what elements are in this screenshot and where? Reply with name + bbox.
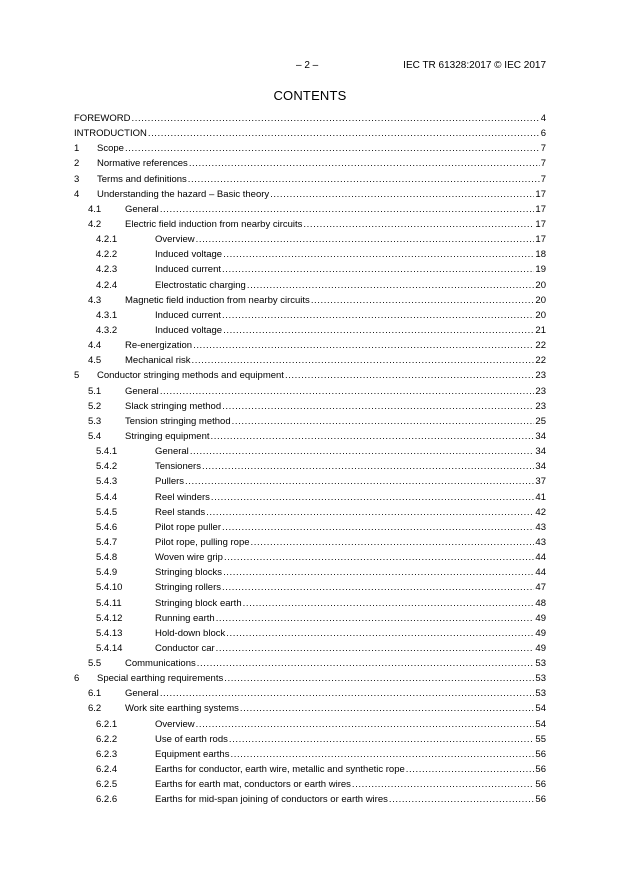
toc-entry-number: 5.1: [88, 385, 102, 397]
dot-leader: [223, 247, 534, 262]
toc-entry-page: 34: [535, 461, 546, 473]
dot-leader: [240, 701, 535, 716]
dot-leader: [222, 580, 534, 595]
toc-entry-page: 23: [535, 370, 546, 382]
toc-entry-page: 53: [535, 688, 546, 700]
toc-entry-page: 49: [535, 612, 546, 624]
toc-entry-number: 6.2.6: [96, 794, 118, 806]
toc-entry-number: 3: [74, 173, 80, 185]
toc-entry-number: 6.1: [88, 688, 102, 700]
toc-entry-page: 49: [535, 642, 546, 654]
toc-entry[interactable]: [74, 323, 546, 338]
toc-entry-label: Special earthing requirements: [97, 673, 224, 685]
toc-entry-number: 5.2: [88, 400, 102, 412]
dot-leader: [223, 323, 534, 338]
toc-entry-number: 1: [74, 143, 80, 155]
toc-entry-page: 4: [540, 113, 546, 124]
toc-entry[interactable]: [74, 308, 546, 323]
toc-entry-page: 17: [535, 218, 546, 230]
toc-entry-label: Earths for conductor, earth wire, metallic and synthetic rope: [155, 764, 405, 776]
toc-entry[interactable]: [74, 596, 546, 611]
toc-entry-label: Electrostatic charging: [155, 279, 246, 291]
toc-entry[interactable]: [74, 641, 546, 656]
dot-leader: [222, 308, 534, 323]
toc-entry-number: 5.4.11: [96, 597, 122, 609]
toc-entry-page: 49: [535, 627, 546, 639]
toc-entry-number: 4.2: [88, 218, 102, 230]
dot-leader: [202, 459, 534, 474]
toc-entry-number: 5.4.2: [96, 461, 118, 473]
dot-leader: [193, 338, 534, 353]
dot-leader: [251, 535, 535, 550]
dot-leader: [211, 429, 535, 444]
dot-leader: [303, 217, 534, 232]
toc-entry-page: 56: [535, 779, 546, 791]
toc-entry-label: Work site earthing systems: [125, 703, 239, 715]
toc-entry-page: 34: [535, 430, 546, 442]
toc-entry-number: 6.2.2: [96, 733, 118, 745]
toc-entry-number: 5.4.10: [96, 582, 123, 594]
toc-entry-label: Earths for earth mat, conductors or earth wires: [155, 779, 351, 791]
toc-entry-number: 5.4.13: [96, 627, 123, 639]
toc-entry-page: 20: [535, 294, 546, 306]
toc-entry[interactable]: [74, 353, 546, 368]
dot-leader: [389, 792, 535, 807]
toc-entry-page: 47: [535, 582, 546, 594]
toc-entry-label: Stringing rollers: [155, 582, 221, 594]
page-title: CONTENTS: [273, 88, 347, 103]
toc-entry-number: 5.4.7: [96, 536, 118, 548]
dot-leader: [222, 399, 534, 414]
toc-entry-label: Reel winders: [155, 491, 210, 503]
toc-entry[interactable]: [74, 490, 546, 505]
dot-leader: [285, 368, 534, 383]
page-number: – 2 –: [296, 60, 319, 71]
dot-leader: [247, 278, 535, 293]
dot-leader: [226, 626, 534, 641]
toc-entry-page: 34: [535, 446, 546, 458]
toc-entry-page: 7: [540, 173, 546, 185]
toc-entry[interactable]: [74, 732, 546, 747]
toc-entry-number: 4.3: [88, 294, 102, 306]
toc-entry-number: 6.2.3: [96, 748, 118, 760]
dot-leader: [185, 474, 534, 489]
toc-entry[interactable]: [74, 444, 546, 459]
toc-entry-page: 53: [535, 658, 546, 670]
dot-leader: [230, 747, 534, 762]
toc-entry-page: 20: [535, 309, 546, 321]
toc-entry-page: 42: [535, 506, 546, 518]
toc-entry[interactable]: [74, 505, 546, 520]
toc-entry-page: 53: [535, 673, 546, 685]
toc-entry[interactable]: [74, 278, 546, 293]
toc-entry-number: 4.2.3: [96, 264, 118, 276]
dot-leader: [160, 384, 535, 399]
dot-leader: [196, 717, 535, 732]
toc-entry-label: Stringing block earth: [155, 597, 242, 609]
toc-entry[interactable]: [74, 172, 546, 187]
toc-entry-label: Overview: [155, 234, 195, 246]
toc-entry-label: Induced current: [155, 309, 222, 321]
toc-entry-label: Mechanical risk: [125, 355, 191, 367]
toc-entry-label: Magnetic field induction from nearby circuits: [125, 294, 310, 306]
dot-leader: [197, 656, 535, 671]
toc-entry-number: 4.3.1: [96, 309, 118, 321]
dot-leader: [131, 111, 539, 126]
dot-leader: [224, 550, 534, 565]
toc-entry-label: General: [125, 385, 159, 397]
dot-leader: [232, 414, 535, 429]
toc-entry[interactable]: [74, 202, 546, 217]
toc-entry-label: Overview: [155, 718, 195, 730]
toc-entry-label: Tensioners: [155, 461, 201, 473]
toc-entry[interactable]: [74, 701, 546, 716]
toc-entry-number: 4.2.4: [96, 279, 118, 291]
toc-entry[interactable]: [74, 671, 546, 686]
toc-entry[interactable]: [74, 338, 546, 353]
toc-entry-page: 17: [535, 188, 546, 200]
toc-entry-number: 6.2.4: [96, 764, 118, 776]
toc-entry-number: 4.1: [88, 203, 102, 215]
toc-entry[interactable]: [74, 141, 546, 156]
toc-entry-page: 23: [535, 400, 546, 412]
toc-entry-label: General: [125, 203, 159, 215]
toc-entry-page: 6: [540, 128, 546, 140]
toc-entry-number: 5.4.4: [96, 491, 118, 503]
toc-entry-label: Stringing equipment: [125, 430, 210, 442]
toc-entry-page: 56: [535, 748, 546, 760]
document-reference: IEC TR 61328:2017 © IEC 2017: [403, 60, 546, 71]
toc-entry-number: 6.2: [88, 703, 102, 715]
dot-leader: [223, 565, 534, 580]
toc-entry-label: Scope: [97, 143, 124, 155]
toc-entry-number: 4.2.1: [96, 234, 118, 246]
toc-entry-number: 4.3.2: [96, 324, 118, 336]
toc-entry-label: Equipment earths: [155, 748, 230, 760]
dot-leader: [189, 156, 540, 171]
toc-entry-number: 5.4.8: [96, 552, 118, 564]
toc-entry[interactable]: [74, 535, 546, 550]
toc-entry-number: 6: [74, 673, 80, 685]
dot-leader: [222, 520, 534, 535]
toc-entry[interactable]: [74, 368, 546, 383]
toc-entry-number: 5.4.12: [96, 612, 123, 624]
toc-entry-label: Electric field induction from nearby circuits: [125, 218, 303, 230]
toc-entry-label: Understanding the hazard – Basic theory: [97, 188, 270, 200]
dot-leader: [196, 232, 535, 247]
toc-entry-page: 7: [540, 158, 546, 170]
toc-entry-page: 22: [535, 340, 546, 352]
dot-leader: [148, 126, 540, 141]
toc-entry[interactable]: [74, 777, 546, 792]
toc-entry[interactable]: [74, 626, 546, 641]
toc-entry-page: 56: [535, 764, 546, 776]
toc-entry[interactable]: [74, 156, 546, 171]
toc-entry-page: 44: [535, 567, 546, 579]
dot-leader: [216, 611, 535, 626]
toc-entry-number: 5.3: [88, 415, 102, 427]
toc-entry[interactable]: [74, 580, 546, 595]
toc-entry[interactable]: [74, 217, 546, 232]
toc-entry-page: 19: [535, 264, 546, 276]
toc-entry[interactable]: [74, 565, 546, 580]
toc-entry-label: Induced voltage: [155, 249, 223, 261]
toc-entry-number: 4.5: [88, 355, 102, 367]
toc-entry[interactable]: [74, 399, 546, 414]
toc-entry-label: INTRODUCTION: [74, 128, 147, 140]
toc-entry[interactable]: [74, 111, 546, 126]
toc-entry-number: 4.2.2: [96, 249, 118, 261]
dot-leader: [211, 490, 535, 505]
toc-entry-page: 21: [535, 324, 546, 336]
toc-entry-number: 2: [74, 158, 80, 170]
toc-entry-label: Slack stringing method: [125, 400, 222, 412]
toc-entry-label: Pullers: [155, 476, 185, 488]
dot-leader: [160, 686, 535, 701]
toc-entry-number: 5.4: [88, 430, 102, 442]
dot-leader: [222, 262, 534, 277]
toc-entry[interactable]: [74, 550, 546, 565]
toc-entry-number: 5.4.14: [96, 642, 123, 654]
toc-entry-page: 55: [535, 733, 546, 745]
dot-leader: [406, 762, 535, 777]
toc-entry-label: Terms and definitions: [97, 173, 187, 185]
toc-entry-label: Conductor car: [155, 642, 215, 654]
toc-entry-label: Normative references: [97, 158, 188, 170]
toc-entry[interactable]: [74, 747, 546, 762]
toc-entry-label: Induced voltage: [155, 324, 223, 336]
toc-entry-label: General: [125, 688, 159, 700]
toc-entry[interactable]: [74, 611, 546, 626]
toc-entry[interactable]: [74, 717, 546, 732]
toc-entry[interactable]: [74, 262, 546, 277]
toc-entry-number: 5.4.3: [96, 476, 118, 488]
dot-leader: [352, 777, 535, 792]
toc-entry[interactable]: [74, 384, 546, 399]
toc-entry-number: 5.4.5: [96, 506, 118, 518]
dot-leader: [190, 444, 535, 459]
dot-leader: [270, 187, 534, 202]
toc-entry-label: Use of earth rods: [155, 733, 228, 745]
toc-entry-label: Stringing blocks: [155, 567, 223, 579]
toc-entry[interactable]: [74, 232, 546, 247]
toc-entry[interactable]: [74, 792, 546, 807]
toc-entry[interactable]: [74, 474, 546, 489]
toc-entry-number: 6.2.5: [96, 779, 118, 791]
dot-leader: [216, 641, 535, 656]
toc-entry-label: Earths for mid-span joining of conductors or earth wires: [155, 794, 388, 806]
toc-entry-page: 23: [535, 385, 546, 397]
toc-entry-label: Tension stringing method: [125, 415, 231, 427]
toc-entry-label: Pilot rope, pulling rope: [155, 536, 250, 548]
toc-entry-number: 5.4.6: [96, 521, 118, 533]
dot-leader: [125, 141, 540, 156]
toc-entry-label: FOREWORD: [74, 113, 131, 124]
toc-entry-label: Running earth: [155, 612, 215, 624]
toc-entry-label: Reel stands: [155, 506, 206, 518]
toc-entry-label: Re-energization: [125, 340, 193, 352]
toc-entry-page: 48: [535, 597, 546, 609]
dot-leader: [160, 202, 535, 217]
toc-entry-page: 41: [535, 491, 546, 503]
toc-entry-page: 56: [535, 794, 546, 806]
toc-entry[interactable]: [74, 686, 546, 701]
toc-entry-page: 43: [535, 536, 546, 548]
toc-entry[interactable]: [74, 187, 546, 202]
toc-entry-label: General: [155, 446, 189, 458]
dot-leader: [206, 505, 534, 520]
toc-entry-label: Pilot rope puller: [155, 521, 222, 533]
toc-entry-page: 17: [535, 234, 546, 246]
toc-entry-page: 37: [535, 476, 546, 488]
toc-entry[interactable]: [74, 656, 546, 671]
toc-entry-number: 4: [74, 188, 80, 200]
toc-entry-page: 54: [535, 718, 546, 730]
table-of-contents: [74, 111, 546, 807]
toc-entry-page: 22: [535, 355, 546, 367]
toc-entry[interactable]: [74, 293, 546, 308]
toc-entry[interactable]: [74, 247, 546, 262]
toc-entry-number: 5.4.9: [96, 567, 118, 579]
toc-entry[interactable]: [74, 126, 546, 141]
toc-entry-page: 18: [535, 249, 546, 261]
toc-entry-label: Induced current: [155, 264, 222, 276]
toc-entry[interactable]: [74, 414, 546, 429]
toc-entry[interactable]: [74, 520, 546, 535]
dot-leader: [191, 353, 534, 368]
toc-entry[interactable]: [74, 429, 546, 444]
toc-entry[interactable]: [74, 459, 546, 474]
toc-entry-page: 20: [535, 279, 546, 291]
toc-entry-number: 5.4.1: [96, 446, 118, 458]
toc-entry-page: 54: [535, 703, 546, 715]
toc-entry-number: 5: [74, 370, 80, 382]
toc-entry-label: Conductor stringing methods and equipment: [97, 370, 284, 382]
toc-entry[interactable]: [74, 762, 546, 777]
toc-entry-page: 44: [535, 552, 546, 564]
toc-entry-label: Woven wire grip: [155, 552, 223, 564]
dot-leader: [188, 172, 540, 187]
toc-entry-number: 4.4: [88, 340, 102, 352]
toc-entry-number: 5.5: [88, 658, 102, 670]
toc-entry-label: Communications: [125, 658, 196, 670]
toc-entry-label: Hold-down block: [155, 627, 226, 639]
toc-entry-page: 43: [535, 521, 546, 533]
toc-entry-page: 17: [535, 203, 546, 215]
dot-leader: [311, 293, 535, 308]
toc-entry-page: 25: [535, 415, 546, 427]
dot-leader: [243, 596, 535, 611]
toc-entry-page: 7: [540, 143, 546, 155]
toc-entry-number: 6.2.1: [96, 718, 118, 730]
dot-leader: [229, 732, 535, 747]
dot-leader: [224, 671, 534, 686]
